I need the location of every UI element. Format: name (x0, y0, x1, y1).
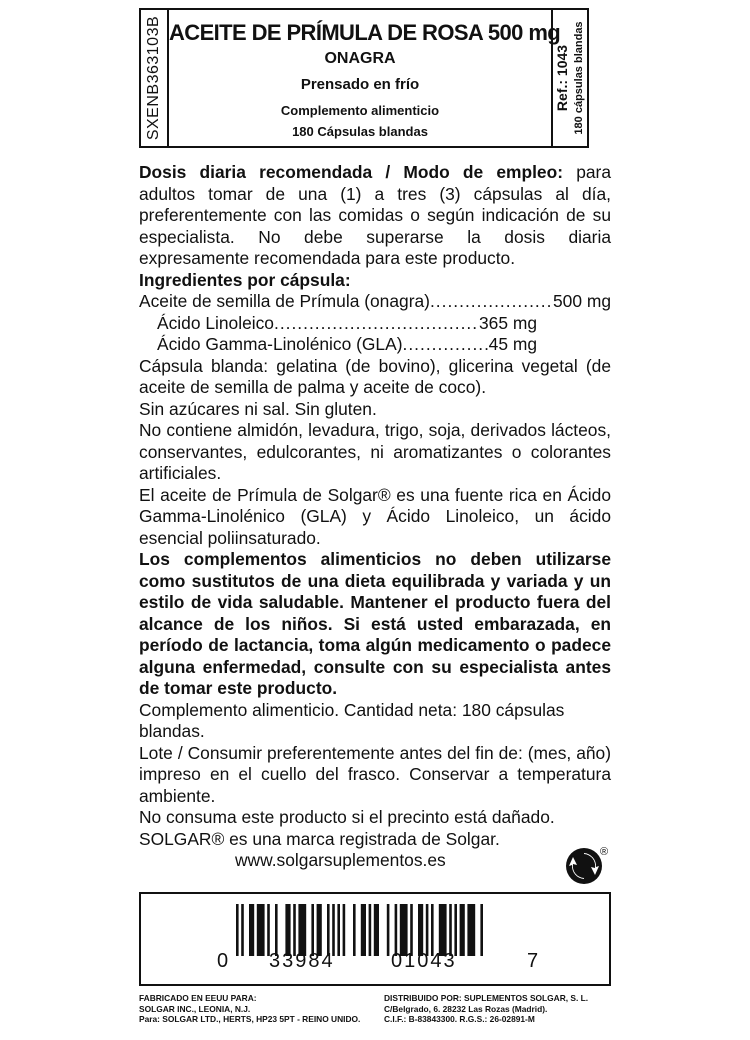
leader-dots (430, 291, 553, 313)
net-quantity-text: Complemento alimenticio. Cantidad neta: 180 cápsulas blandas. (139, 699, 565, 741)
reference-count: 180 cápsulas blandas (573, 21, 585, 135)
label-body (139, 162, 611, 872)
footer-line: DISTRIBUIDO POR: SUPLEMENTOS SOLGAR, S. L. (384, 993, 589, 1003)
ingredient-row (139, 334, 537, 356)
barcode-panel (139, 892, 611, 986)
seal-text: No consuma este producto si el precinto está dañado. (139, 807, 555, 827)
barcode-bar (426, 904, 429, 956)
free-of-text: Sin azúcares ni sal. Sin gluten. (139, 398, 377, 419)
barcode-bar (454, 904, 457, 956)
barcode-bar (361, 904, 366, 956)
barcode-bar (267, 904, 270, 956)
barcode-bar (374, 904, 379, 956)
warning-text: Los complementos alimenticios no deben utilizarse como sustitutos de una dieta equilibrada y variada y un estilo de vida saludable. Mantener el producto fuera del alcance de los niños. Si está usted embarazada, en período de lactancia, toma algún medicamento o padece alguna enfermedad, consulte con su especialista antes de tomar este producto. (139, 549, 611, 698)
ingredients-heading: Ingredientes por cápsula: (139, 269, 351, 290)
reference-number: Ref.: 1043 (554, 44, 570, 112)
batch-code: SXENB363103B (145, 15, 162, 141)
barcode-bar (311, 904, 314, 956)
barcode-digit: 7 (527, 950, 541, 972)
barcode-bar (249, 904, 254, 956)
ingredient-row (139, 291, 611, 313)
product-subtitle: ONAGRA (324, 50, 396, 67)
barcode-bar (327, 904, 330, 956)
registered-mark: ® (600, 846, 609, 858)
barcode-bar (369, 904, 372, 956)
barcode-bar (460, 904, 465, 956)
ingredient-name: Aceite de semilla de Prímula (onagra) (139, 291, 430, 311)
barcode-bar (400, 904, 408, 956)
barcode-bar (480, 904, 483, 956)
lot-text: Lote / Consumir preferentemente antes del fin de: (mes, año) impreso en el cuello del frasco. Conservar a temperatura ambiente. (139, 742, 611, 806)
barcode-digits: 01043 (391, 950, 457, 972)
barcode-bar (332, 904, 335, 956)
barcode-bar (410, 904, 413, 956)
barcode-bar (395, 904, 398, 956)
leader-dots (274, 313, 479, 335)
ingredient-amount: 500 mg (552, 291, 611, 311)
dosage-heading: Dosis diaria recomendada / Modo de empleo: (139, 162, 564, 182)
barcode-bar (431, 904, 434, 956)
barcode-bar (275, 904, 278, 956)
barcode-bar (467, 904, 475, 956)
barcode-bar (257, 904, 265, 956)
footer-line: SOLGAR INC., LEONIA, N.J. (139, 1003, 251, 1014)
header-center (169, 10, 561, 146)
footer-line: Para: SOLGAR LTD., HERTS, HP23 5PT - REINO UNIDO. (139, 1014, 361, 1024)
dosage-paragraph (139, 162, 611, 270)
distributor-info (384, 993, 588, 1025)
ingredient-amount: 45 mg (488, 334, 537, 354)
barcode-digit: 0 (217, 950, 231, 972)
description-text: El aceite de Prímula de Solgar® es una fuente rica en Ácido Gamma-Linolénico (GLA) y Ácido Linoleico, un ácido esencial poliinsaturado. (139, 484, 611, 548)
barcode-bar (241, 904, 244, 956)
product-header (139, 8, 589, 148)
capsule-text: Cápsula blanda: gelatina (de bovino), glicerina vegetal (de aceite de semilla de palma y aceite de coco). (139, 355, 611, 397)
product-count: 180 Cápsulas blandas (292, 124, 428, 139)
ingredient-row (139, 313, 537, 335)
barcode-bar (387, 904, 390, 956)
barcode-bar (298, 904, 306, 956)
leader-dots (403, 334, 489, 356)
dosage-text: para adultos tomar de una (1) a tres (3) cápsulas al día, preferentemente con las comidas o según indicación de su especialista. No debe superarse la dosis diaria expresamente recomendada para este producto. (139, 162, 612, 268)
product-title: ACEITE DE PRÍMULA DE ROSA 500 mg (169, 20, 561, 45)
barcode-bars (236, 904, 506, 956)
barcode-bar (439, 904, 447, 956)
barcode-bar (343, 904, 346, 956)
ingredient-name: Ácido Linoleico (157, 312, 274, 333)
ingredient-amount: 365 mg (478, 312, 537, 333)
footer-line: FABRICADO EN EEUU PARA: (139, 993, 257, 1003)
footer-line: C/Belgrado, 6. 28232 Las Rozas (Madrid). (384, 1003, 548, 1014)
footer-line: C.I.F.: B-83843300. R.G.S.: 26-02891-M (384, 1014, 535, 1024)
barcode-bar (418, 904, 423, 956)
barcode-digits: 33984 (269, 950, 335, 972)
barcode-bar (293, 904, 296, 956)
barcode-bar (285, 904, 290, 956)
ingredient-name: Ácido Gamma-Linolénico (GLA) (157, 334, 403, 354)
no-contains-text: No contiene almidón, levadura, trigo, soja, derivados lácteos, conservantes, edulcorantes, ni aromatizantes o colorantes artificiales. (139, 420, 611, 483)
product-process: Prensado en frío (300, 76, 420, 93)
recycle-icon (566, 848, 602, 884)
trademark-text: SOLGAR® es una marca registrada de Solgar. (139, 828, 500, 849)
product-category: Complemento alimenticio (280, 103, 440, 118)
website-text: www.solgarsuplementos.es (235, 850, 446, 870)
barcode-bar (449, 904, 452, 956)
barcode-bar (236, 904, 239, 956)
barcode-bar (337, 904, 340, 956)
batch-code-panel (141, 10, 169, 146)
barcode-bar (317, 904, 322, 956)
reference-panel (551, 10, 587, 146)
barcode-bar (353, 904, 356, 956)
manufacturer-info (139, 993, 360, 1025)
